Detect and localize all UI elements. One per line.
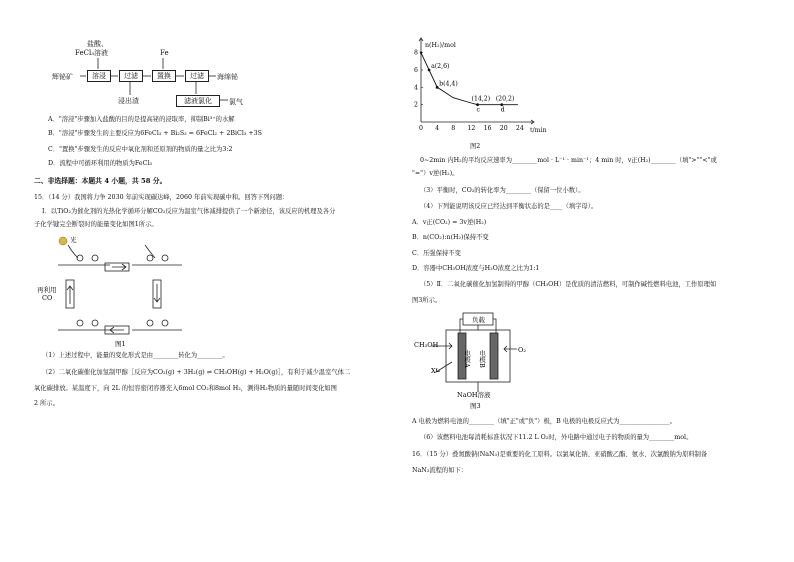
reagent-hcl: 盐酸、 (87, 40, 108, 48)
q14-option-c: C．"置换"步骤发生的反应中氧化剂和还原剂的物质的量之比为3:2 (48, 146, 233, 153)
step-replace: 置换 (152, 70, 176, 82)
fig1-light-text: 光 (70, 236, 77, 244)
point-letter: d (500, 106, 505, 114)
right-line-8: D．容器中CH₃OH浓度与H₂O浓度之比为1:1 (412, 265, 540, 272)
step-filter1: 过滤 (119, 70, 143, 82)
x-tick-label: 12 (467, 125, 476, 132)
right-line-7: C．压强保持不变 (412, 250, 461, 257)
chlorination-box: 滤液氯化 (176, 95, 220, 107)
right-line-14: NaN₃流程的如下： (412, 467, 468, 474)
fig3-caption: 图3 (470, 402, 481, 410)
y-tick-label: 6 (414, 67, 418, 74)
y-tick-label: 2 (414, 101, 418, 109)
right-line-1: 0~2min 内H₂的平均反应速率为________mol · L⁻¹ · min⁻¹；4 min 时，v正(H₂)________（填">""<"或 (420, 157, 717, 164)
product-label: 海绵铋 (217, 73, 238, 81)
data-point-label: (14,2) (471, 95, 491, 103)
right-line-12: （6）该燃料电池每消耗标准状况下11.2 L O₂时，外电路中通过电子的物质的量为________mol。 (420, 434, 693, 441)
section-heading: 二、非选择题：本题共 4 小题，共 58 分。 (34, 177, 167, 185)
right-line-6: B．n(CO₂):n(H₂)保持不变 (412, 234, 489, 241)
x-tick-label: 24 (515, 125, 524, 132)
right-line-3: （3）平衡时，CO₂的转化率为________（保留一位小数）。 (420, 187, 585, 194)
q14-option-a: A．"溶浸"步骤加入盐酸的目的是提高铋的浸取率，抑制Bi³⁺的水解 (48, 116, 235, 123)
right-line-2: "="）v逆(H₂)。 (412, 170, 459, 177)
chart-ylabel: n(H₂)/mol (425, 42, 456, 49)
fig1-caption: 图1 (115, 340, 126, 348)
q15-intro-1: 15．（14 分）我国将力争 2030 年前实现碳达峰，2060 年前实现碳中和。回答下列问题： (34, 194, 289, 201)
reagent-fe: Fe (160, 49, 169, 57)
q15-part2-line3: 2 所示。 (34, 400, 59, 407)
fig3-ch3oh-text: CH₃OH (414, 341, 439, 349)
right-line-9: （5）Ⅱ．二氧化碳催化加氢制得的甲醇（CH₃OH）是优质的清洁燃料，可制作碱性燃料电池，工作原理如 (420, 281, 717, 288)
right-line-4: （4）下列能说明该反应已经达到平衡状态的是____（填字母）。 (420, 203, 598, 210)
fig1-co-text: CO (42, 294, 53, 302)
ore-label: 辉铋矿 (52, 73, 73, 81)
residue-label: 浸出渣 (118, 97, 139, 105)
data-point-label: a(2,6) (431, 63, 450, 70)
right-line-11: A 电极为燃料电池的________（填"正"或"负"）极，B 电极的电极反应式为________________。 (412, 418, 677, 425)
x-tick-label: 20 (499, 125, 508, 132)
fig3-electrode-b: 电极B (478, 350, 486, 368)
right-line-13: 16．（15 分）叠氮酸钠(NaN₃)是重要的化工原料。以氯氧化钠、亚硝酸乙酯、氨水、次氯酸钠为原料制备 (412, 451, 708, 458)
q15-part2-line1: （2）二氧化碳催化加氢制甲醇［反应为CO₂(g) + 3H₂(g) ⇌ CH₃OH(g) + H₂O(g)］，有利于减少温室气体二 (42, 369, 351, 376)
step-filter2: 过滤 (185, 70, 209, 82)
x-tick-label: 8 (451, 125, 456, 132)
chart-xlabel: t/min (530, 127, 547, 134)
fig3-load-text: 负载 (472, 316, 485, 324)
y-tick-label: 8 (414, 49, 418, 57)
reagent-fecl3: FeCl₃溶液 (75, 49, 109, 57)
step-dissolve: 溶浸 (87, 70, 111, 82)
fig3-x-text: X (431, 367, 436, 375)
q14-option-d: D．流程中可循环利用的物质为FeCl₃ (48, 160, 153, 167)
right-line-10: 图3所示。 (412, 297, 442, 304)
x-tick-label: 0 (419, 125, 423, 132)
fig1-recycle-text: 再利用 (37, 286, 57, 294)
fig3-electrode-a: 电极A (463, 350, 471, 368)
x-tick-label: 4 (435, 125, 440, 132)
fig3-o2-text: O₂ (518, 346, 526, 354)
q15-intro-3: 子化学键完全断裂时的能量变化如图1所示。 (34, 221, 158, 228)
y-tick-label: 4 (414, 84, 418, 92)
chlorine-label: 氯气 (229, 98, 243, 106)
x-tick-label: 16 (483, 125, 492, 132)
q14-option-b: B．"溶浸"步骤发生的主要反应为6FeCl₃ + Bi₂S₃ = 6FeCl₂ + 2BiCl₃ +3S (48, 130, 262, 137)
fig3-naoh-text: NaOH溶液 (457, 391, 491, 399)
data-point-label: (20,2) (495, 95, 515, 103)
point-letter: c (476, 106, 481, 114)
q15-part2-line2: 氧化碳排放。某温度下，向 2L 的恒容密闭容器充入6mol CO₂和8mol H₂，测得H₂物质的量随时间变化如图 (34, 385, 337, 392)
chart-caption: 图2 (470, 143, 481, 150)
q15-part1: （1）上述过程中，能量的变化形式是由________转化为________。 (42, 352, 229, 359)
q15-intro-2: Ⅰ．以TiO₂为催化剂的光热化学循环分解CO₂反应为温室气体减排提供了一个新途径，该反应的机理及各分 (42, 208, 336, 215)
right-line-5: A．v正(CO₂) = 3v逆(H₂) (412, 219, 487, 226)
data-point-label: b(4,4) (439, 80, 458, 88)
